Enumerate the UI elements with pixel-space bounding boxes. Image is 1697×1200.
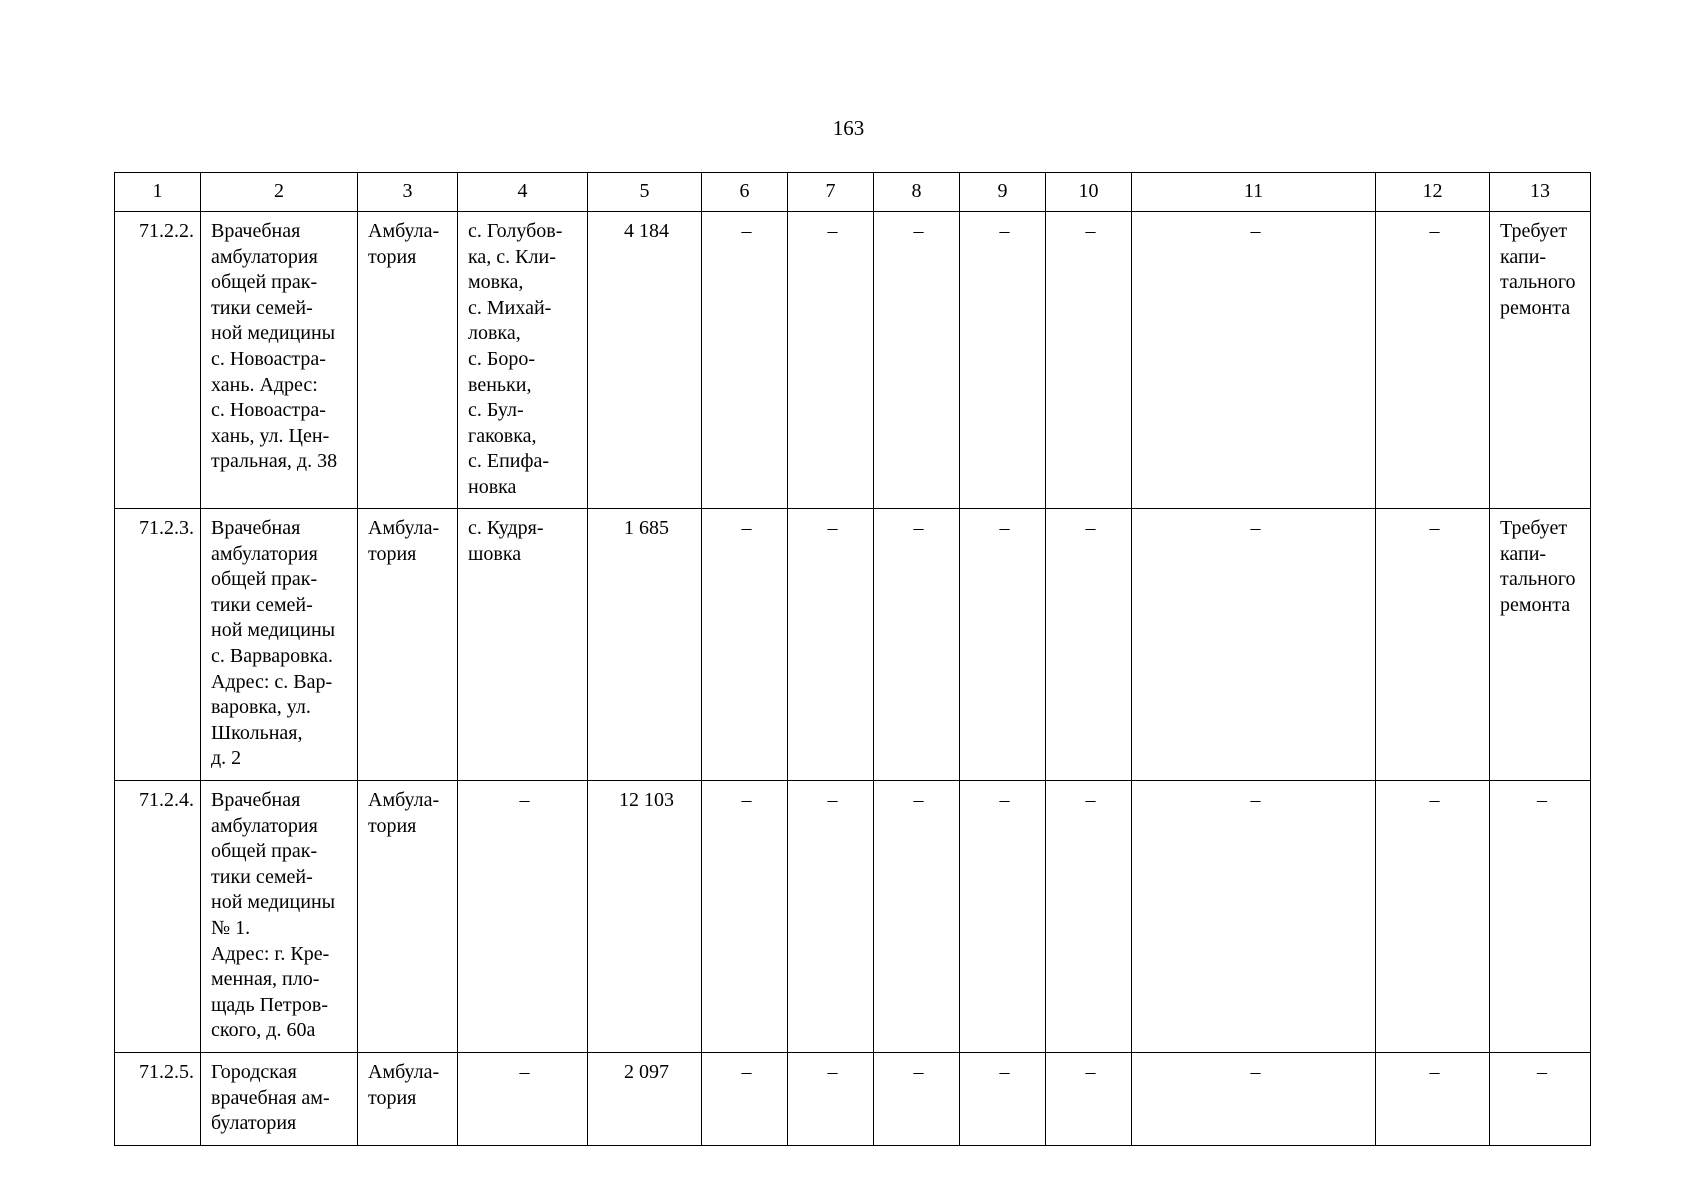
note-cell: – — [1490, 1053, 1591, 1146]
table-cell: – — [1046, 1053, 1132, 1146]
table-cell: – — [788, 1053, 874, 1146]
table-cell: – — [702, 1053, 788, 1146]
facility-name: Городская врачебная ам- булатория — [201, 1053, 358, 1146]
table-cell: – — [788, 212, 874, 509]
table-cell: – — [788, 781, 874, 1053]
column-header: 9 — [960, 173, 1046, 212]
table-row — [115, 509, 1591, 781]
page-number: 163 — [832, 116, 865, 140]
facility-type: Амбула- тория — [358, 212, 458, 509]
column-header: 6 — [702, 173, 788, 212]
column-header: 2 — [201, 173, 358, 212]
table-cell: – — [1376, 1053, 1490, 1146]
table-cell: – — [1132, 781, 1376, 1053]
row-id: 71.2.5. — [115, 1053, 201, 1146]
table-cell: – — [874, 781, 960, 1053]
row-id: 71.2.3. — [115, 509, 201, 781]
facility-name: Врачебная амбулатория общей прак- тики семей- ной медицины № 1. Адрес: г. Кре- менная, пло- щадь Петров- ского, д. 60а — [201, 781, 358, 1053]
note-cell: – — [1490, 781, 1591, 1053]
table-cell: – — [960, 1053, 1046, 1146]
table-cell: – — [1376, 212, 1490, 509]
column-header: 12 — [1376, 173, 1490, 212]
table-row — [115, 212, 1591, 509]
table-cell: – — [702, 781, 788, 1053]
table-cell: – — [874, 1053, 960, 1146]
facilities-table — [114, 172, 1591, 1146]
served-settlements: – — [458, 781, 588, 1053]
column-header: 5 — [588, 173, 702, 212]
population-cell: 4 184 — [588, 212, 702, 509]
table-cell: – — [874, 212, 960, 509]
column-header: 1 — [115, 173, 201, 212]
population-cell: 12 103 — [588, 781, 702, 1053]
table-cell: – — [1132, 212, 1376, 509]
table-cell: – — [1132, 509, 1376, 781]
table-row — [115, 1053, 1591, 1146]
facility-type: Амбула- тория — [358, 1053, 458, 1146]
served-settlements: с. Голубов- ка, с. Кли- мовка, с. Михай- ловка, с. Боро- веньки, с. Бул- гаковка, с. Епифа- новка — [458, 212, 588, 509]
facility-name: Врачебная амбулатория общей прак- тики семей- ной медицины с. Новоастра- хань. Адрес: с. Новоастра- хань, ул. Цен- тральная, д. 38 — [201, 212, 358, 509]
column-header: 4 — [458, 173, 588, 212]
column-header: 13 — [1490, 173, 1591, 212]
note-cell: Требует капи- тального ремонта — [1490, 212, 1591, 509]
column-header: 11 — [1132, 173, 1376, 212]
table-cell: – — [702, 212, 788, 509]
row-id: 71.2.4. — [115, 781, 201, 1053]
facility-name: Врачебная амбулатория общей прак- тики семей- ной медицины с. Варваровка. Адрес: с. Вар- варовка, ул. Школьная, д. 2 — [201, 509, 358, 781]
table-cell: – — [960, 212, 1046, 509]
column-header: 8 — [874, 173, 960, 212]
served-settlements: – — [458, 1053, 588, 1146]
table-cell: – — [702, 509, 788, 781]
table-row — [115, 781, 1591, 1053]
header-row — [115, 173, 1591, 212]
column-header: 3 — [358, 173, 458, 212]
table-cell: – — [1046, 212, 1132, 509]
column-header: 7 — [788, 173, 874, 212]
population-cell: 1 685 — [588, 509, 702, 781]
note-cell: Требует капи- тального ремонта — [1490, 509, 1591, 781]
row-id: 71.2.2. — [115, 212, 201, 509]
served-settlements: с. Кудря- шовка — [458, 509, 588, 781]
column-header: 10 — [1046, 173, 1132, 212]
table-cell: – — [1046, 781, 1132, 1053]
table-cell: – — [960, 781, 1046, 1053]
table-cell: – — [874, 509, 960, 781]
population-cell: 2 097 — [588, 1053, 702, 1146]
table-cell: – — [1132, 1053, 1376, 1146]
table-cell: – — [1046, 509, 1132, 781]
table-cell: – — [960, 509, 1046, 781]
table-cell: – — [1376, 509, 1490, 781]
table-cell: – — [1376, 781, 1490, 1053]
facility-type: Амбула- тория — [358, 509, 458, 781]
table-cell: – — [788, 509, 874, 781]
facility-type: Амбула- тория — [358, 781, 458, 1053]
